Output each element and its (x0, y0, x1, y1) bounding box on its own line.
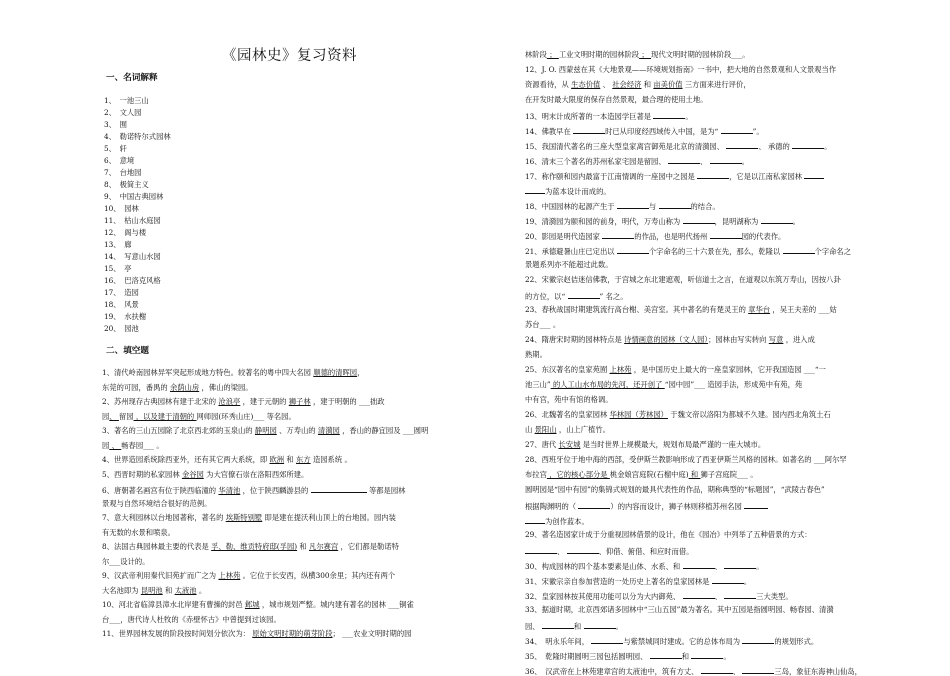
question-line: 8、法国古典园林最主要的代表是 孚、勒、维贡特府邸(孚园) 和 凡尔赛宫 ，它们都是勒诺特 (102, 542, 399, 551)
question-line: 山 景阳山 ，山上广植竹。 (525, 425, 610, 434)
term-item: 15、 亭 (104, 264, 132, 273)
term-item: 13、 廊 (104, 240, 132, 249)
question-line: 圆明园是“园中有园”的集锦式规划的最具代表性的作品，期称典型的“标题园”，“武陵古春色” (525, 485, 825, 494)
question-line: 、 、仰借、俯借、和应时而借。 (525, 545, 915, 556)
question-line: 布拉宫 ，它的核心部分是 桃金娘宫庭院(石榴中庭) 和 狮子宫庭院___ 。 (525, 470, 758, 479)
question-line: 1、清代岭南园林异军突起形成地方特色。较著名的粤中四大名园 顺德的清晖园， (102, 368, 365, 377)
question-line: 为创作蓝本。 (525, 515, 915, 526)
question-line: 34、 明永乐年间， 与紫禁城同时建成。它的总体布局为 的规划形式。 (525, 637, 819, 646)
question-line: 的方位，以“ ” 名之。 (525, 292, 628, 301)
question-line: 30、构成园林的四个基本要素是山体、水系、和 、 。 (525, 562, 764, 571)
question-line: 28、西班牙位于地中海的西部，受伊斯兰教影响形成了西亚伊斯兰风格的园林。如著名的 ___阿尔罕 (525, 455, 847, 464)
term-item: 14、 写意山水园 (104, 252, 161, 261)
question-line: 13、明末计成所著的一本造园学巨著是 。 (525, 112, 693, 121)
section-heading-terms: 一、名词解释 (106, 73, 158, 83)
question-line: 为蓝本设计而成的。 (525, 185, 915, 196)
question-line: 25、东汉著名的皇家苑囿 上林苑 ，是中国历史上最大的一座皇家园林，它开我国造园 ___“一 (525, 365, 826, 374)
question-line: 12、J. O. 西蒙兹在其《大地景观——环境规划指南》一书中，把大地的自然景观和人文景观当作 (525, 65, 837, 74)
question-line: 有无数的水景和喷泉。 (102, 527, 175, 537)
question-line: 15、我国清代著名的三座大型皇家离宫御苑是北京的清漪园、 、 承德的 。 (525, 142, 832, 151)
question-line: 4、世界造园系统除西亚外，还有其它两大系统，即 欧洲 和 东方 造园系统 。 (102, 455, 352, 464)
question-line: 10、河北省临漳县漳水北岸建有曹操的封邑 邺城 ，城市规划严整。城内建有著名的园林 ___铜雀 (102, 600, 414, 609)
term-item: 1、 一池三山 (104, 96, 149, 105)
question-line: 资源看待，从 生态价值 、 社会经济 和 亩美价值 三方面来进行评价， (525, 80, 751, 89)
term-item: 11、 枯山水庭园 (104, 216, 161, 225)
term-item: 2、 文人园 (104, 108, 142, 117)
question-line: 14、佛教早在 时已从印度经西域传入中国，是为“ ”。 (525, 127, 764, 136)
question-line: 33、据道时期，北京西郊诸多园林中“三山五园”最为著名。其中五园是指圆明园、畅春园、清漪 (525, 605, 834, 614)
question-line: 园 、 畅春园___ 。 (102, 440, 164, 450)
question-line: 24、隋唐宋时期的园林特点是 诗情画意的园林（文人园）；园林由写实转向 写意 ，进入成 (525, 335, 815, 344)
question-line: 5、西晋时期的私家园林 金谷园 为大官僚石崇在洛阳西郊所建。 (102, 469, 309, 479)
question-line: 19、清漪园为颐和园的前身，明代，万寿山称为 ，昆明湖称为 。 (525, 217, 800, 226)
term-item: 7、 台地园 (104, 168, 142, 177)
term-item: 20、 园池 (104, 324, 139, 333)
question-line: 9、汉武帝利用秦代旧苑扩而广之为 上林苑 。它位于长安西，纵横300余里；其内还有两个 (102, 571, 396, 580)
question-line: 园、 留园 ，以及建于清朝的 网师园(环秀山庄)___ 等名园。 (102, 411, 296, 421)
question-line: 园、 和 。 (525, 622, 623, 631)
question-line: 17、称作颐和园内最富于江南情调的一座园中之园是 ，它是以江南私家园林 (525, 170, 915, 181)
term-item: 19、 水扶榭 (104, 312, 147, 321)
question-line: 36、 汉武帝在上林苑建章宫的太液池中，筑有方丈、 、 三岛，象征东海神山仙岛， (525, 667, 862, 676)
term-item: 12、 阁与楼 (104, 228, 147, 237)
question-line: 31、宋徽宗亲自参加营造的一处历史上著名的皇家园林是 。 (525, 577, 752, 586)
term-item: 9、 中国古典园林 (104, 192, 164, 201)
question-line: 27、唐代 长安城 是当时世界上规模最大，规划布局最严谨的一座大城市。 (525, 440, 766, 449)
question-line: 熟期。 (525, 350, 547, 359)
question-line: 23、春秋战国时期建筑流行高台榭、美宫室。其中著名的有楚灵王的 章华台 ，吴王夫差的 ___姑 (525, 305, 837, 314)
term-item: 8、 极简主义 (104, 180, 149, 189)
question-line: 中有宫，苑中有馆的格调。 (525, 395, 613, 404)
question-line: 在开发时最大限度的保存自然景观，最合理的使用土地。 (525, 95, 708, 104)
term-item: 5、 轩 (104, 144, 127, 153)
question-line: 29、著名造园家计成于分重视园林借景的设计，他在《园冶》中列举了五种借景的方式： (525, 530, 812, 539)
question-line: 11、世界园林发展的阶段按时间划分依次为： 原始文明时期的萌芽阶段； ___农业文明时期的园 (102, 629, 412, 638)
section-heading-fill: 二、填空题 (106, 346, 149, 356)
question-line: 18、中国园林的起源产生于 与 的结合。 (525, 202, 720, 211)
term-item: 17、 造园 (104, 288, 139, 297)
question-line: 21、承德避暑山庄已定出以 个字命名的三十六景在先，那么，乾隆以 个字命名之 (525, 247, 852, 256)
question-line: 20、影园是明代造园家 的作品，也是明代扬州 园的代表作。 (525, 232, 786, 241)
question-line: 景题系列亦不能超过此数。 (525, 260, 613, 269)
question-line: 26、北魏著名的皇家园林 华林园（芳林园） 于魏文帝以洛阳为都城不久建。园内西北角筑土石 (525, 410, 831, 419)
question-line: 景观与自然环境结合很好的范例。 (102, 498, 212, 508)
question-line: 台___，唐代诗人杜牧的《赤壁怀古》中曾提到过该园。 (102, 614, 281, 624)
question-line: 32、皇家园林按其使用功能可以分为大内御苑、 、 三大类型。 (525, 592, 793, 601)
question-line: 东莞的可园，番禺的 余荫山房 ，佛山的梁园。 (102, 382, 253, 392)
question-line: 大名池即为 昆明池 和 太液池 。 (102, 585, 207, 595)
question-line: 16、清末三个著名的苏州私家宅园是留园、 、 。 (525, 157, 749, 166)
question-line: 2、苏州现存古典园林有建于北宋的 沧浪亭 ，建于元朝的 狮子林 ，建于明朝的 ___拙政 (102, 397, 385, 406)
term-item: 3、 囿 (104, 120, 127, 129)
question-line: 林阶段 ； 工业文明时期的园林阶段 ； 现代文明时期的园林阶段___。 (525, 50, 750, 59)
term-item: 6、 意境 (104, 156, 135, 165)
page-title: 《园林史》复习资料 (222, 48, 357, 64)
question-line: 6、唐朝著名画宫有位于陕西临潼的 华清池 ，位于陕西麟游县的 等都是园林 (102, 486, 406, 495)
question-line: 7、意大利园林以台地园著称，著名的 埃斯特别墅 即是建在提沃利山顶上的台地园。园内装 (102, 513, 396, 522)
question-line: 3、著名的三山五园除了北京西北郊的玉泉山的 静明园 、万寿山的 清漪园 ，香山的静宜园及 ___圆明 (102, 426, 429, 435)
question-line: 苏台___ 。 (525, 320, 561, 329)
term-item: 4、 勒诺特尔式园林 (104, 132, 171, 141)
question-line: 22、宋徽宗赵佶迷信佛教，于宫城之东北建遮观，听信道士之言，在道观以东筑万寿山，因按八卦 (525, 275, 841, 284)
question-line: 池三山” 的人工山水布局的先河，还开创了 “园中园”___ 造园手法，形成苑中有苑，苑 (525, 380, 803, 389)
question-line: 35、 乾隆时期圆明三园包括圆明园、 和 。 (525, 652, 731, 661)
question-line: 根据陶渊明的（ ）的内容而设计，狮子林则移植苏州名园 (525, 500, 915, 511)
term-item: 18、 风景 (104, 300, 139, 309)
question-line: 尔___设计的。 (102, 556, 150, 566)
term-item: 16、 巴洛克风格 (104, 276, 161, 285)
term-item: 10、 园林 (104, 204, 139, 213)
